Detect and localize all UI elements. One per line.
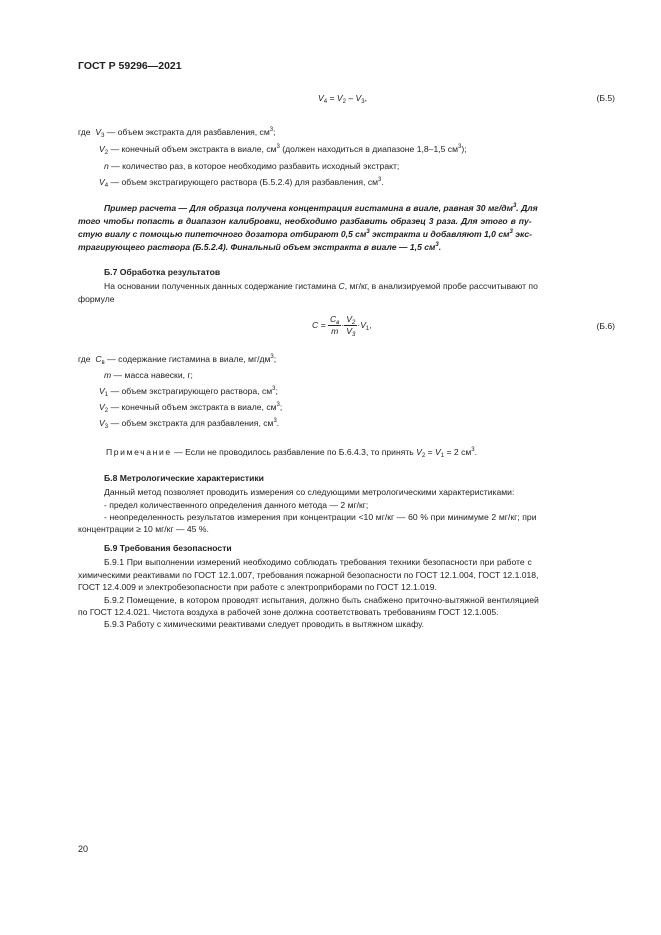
subscript: 2 xyxy=(104,150,109,156)
superscript: 3 xyxy=(270,354,274,360)
example-line xyxy=(78,241,441,254)
definition: — объем экстракта для разбавления, см xyxy=(108,418,274,428)
where-row xyxy=(99,417,279,430)
where-row xyxy=(104,160,399,173)
definition: — объем экстракта для разбавления, см xyxy=(104,127,270,137)
where-row xyxy=(104,369,193,382)
subscript: 2 xyxy=(421,453,426,459)
example-text: Пример расчета — Для образца получена концентрация гистамина в виале, равная 30 мг/дм xyxy=(104,203,513,213)
eq-symbol: V xyxy=(318,93,324,103)
example-text: стую виалу с помощью пипеточного дозатора отбирают 0,5 см xyxy=(78,229,367,239)
where-prefix: где xyxy=(78,127,91,137)
eq-symbol: – V xyxy=(345,93,362,103)
definition: — конечный объем экстракта в виале, см xyxy=(108,402,277,412)
symbol: V xyxy=(99,402,105,412)
definition: — содержание гистамина в виале, мг/дм xyxy=(104,354,271,364)
symbol: n xyxy=(104,161,109,171)
punct: ; xyxy=(273,127,276,137)
symbol: C xyxy=(95,354,102,364)
list-item: - неопределенность результатов измерения при концентрации <10 мг/кг — 60 % при минимуме 2 мг/кг; при xyxy=(104,512,537,522)
paragraph: ГОСТ 12.4.009 и электробезопасности при работе с электроприборами по ГОСТ 12.1.019. xyxy=(78,582,437,592)
list-item: - предел количественного определения данного метода — 2 мг/кг; xyxy=(104,500,369,510)
superscript: 3 xyxy=(512,203,517,209)
eq-subscript: 1 xyxy=(365,325,370,332)
eq-symbol: V xyxy=(360,319,366,330)
symbol: V xyxy=(416,447,422,457)
eq-punct: , xyxy=(364,93,367,103)
where-row xyxy=(99,176,384,189)
page-number: 20 xyxy=(78,844,89,854)
definition: — объем экстрагирующего раствора, см xyxy=(108,386,273,396)
section-heading-b9: Б.9 Требования безопасности xyxy=(104,543,232,553)
equation-number-b5: (Б.5) xyxy=(596,93,615,103)
eq-subscript: в xyxy=(336,320,340,326)
definition: (должен находиться в диапазоне 1,8–1,5 см xyxy=(279,144,458,154)
paragraph: по ГОСТ 12.4.021. Чистота воздуха в рабочей зоне должна соответствовать требованиям ГОСТ 12.1.005. xyxy=(78,607,499,617)
superscript: 3 xyxy=(366,229,370,235)
eq-symbol: C = xyxy=(312,319,328,330)
where-row xyxy=(99,143,467,156)
subscript: 2 xyxy=(104,408,109,414)
paragraph: формуле xyxy=(78,294,115,304)
paragraph: Б.9.2 Помещение, в котором проводят испытания, должно быть снабжено приточно-вытяжной вентиляцией xyxy=(104,595,539,605)
where-row xyxy=(78,126,276,139)
paragraph: химическими реактивами по ГОСТ 12.1.007, требования пожарной безопасности по ГОСТ 12.1.004, ГОСТ 12.1.018, xyxy=(78,570,539,580)
example-text: . Для xyxy=(516,203,538,213)
paragraph: Данный метод позволяет проводить измерения со следующими метрологическими характеристиками: xyxy=(104,487,515,497)
paragraph: Б.9.3 Работу с химическими реактивами следует проводить в вытяжном шкафу. xyxy=(104,619,424,629)
eq-subscript: 3 xyxy=(351,332,356,338)
fraction xyxy=(328,314,341,337)
symbol: V xyxy=(99,386,105,396)
example-line: того чтобы попасть в диапазон калибровки, необходимо разбавить образец 3 раза. Для этого в пу- xyxy=(78,216,532,226)
punct: ); xyxy=(461,144,467,154)
paragraph-text: На основании полученных данных содержание гистамина xyxy=(104,281,339,291)
example-text: . xyxy=(438,242,442,252)
definition: — конечный объем экстракта в виале, см xyxy=(108,144,277,154)
symbol: C xyxy=(338,281,345,291)
eq-subscript: 2 xyxy=(342,99,346,105)
paragraph-text: , мг/кг, в анализируемой пробе рассчитывают по xyxy=(344,281,538,291)
superscript: 3 xyxy=(276,402,280,408)
note-label: Примечание xyxy=(106,447,172,457)
paragraph xyxy=(104,280,538,293)
punct: . xyxy=(276,418,280,428)
where-row xyxy=(99,401,282,414)
equation-b5 xyxy=(318,92,367,105)
note xyxy=(106,446,477,459)
subscript: 3 xyxy=(101,133,105,139)
eq-symbol: = V xyxy=(327,93,343,103)
definition: — объем экстрагирующего раствора (Б.5.2.4) для разбавления, см xyxy=(108,177,379,187)
eq-subscript: 4 xyxy=(323,99,328,105)
punct: . xyxy=(381,177,384,187)
example-line xyxy=(78,228,532,241)
subscript: 4 xyxy=(104,183,109,189)
document-header: ГОСТ Р 59296—2021 xyxy=(78,60,182,72)
example-line xyxy=(104,202,538,215)
equation-b6: C = $\frac{C_в}{m}$ · $\frac{V_2}{V_3}$ $\cdot V_1$, xyxy=(312,314,372,338)
superscript: 3 xyxy=(378,177,382,183)
punct: ; xyxy=(275,386,278,396)
paragraph: концентрации ≥ 10 мг/кг — 45 %. xyxy=(78,524,209,534)
superscript: 3 xyxy=(269,127,274,133)
eq-symbol: V xyxy=(346,314,352,324)
subscript: в xyxy=(101,360,105,366)
eq-symbol: C xyxy=(330,314,337,324)
eq-symbol: m xyxy=(331,326,339,336)
eq-subscript: 3 xyxy=(361,99,365,105)
superscript: 3 xyxy=(471,447,475,453)
example-text: экс- xyxy=(512,229,532,239)
where-row xyxy=(78,353,276,366)
where-prefix: где xyxy=(78,354,91,364)
superscript: 3 xyxy=(458,144,462,150)
subscript: 1 xyxy=(440,453,445,459)
symbol: V xyxy=(99,177,105,187)
example-text: экстракта и добавляют 1,0 см xyxy=(369,229,510,239)
symbol: V xyxy=(95,127,102,137)
note-text: — Если не проводилось разбавление по Б.6.4.3, то принять xyxy=(171,447,417,457)
punct: ; xyxy=(279,402,283,412)
eq-subscript: 2 xyxy=(351,320,356,326)
punct: ; xyxy=(273,354,277,364)
example-text: трагирующего раствора (Б.5.2.4). Финальный объем экстракта в виале — 1,5 см xyxy=(78,242,436,252)
symbol: m xyxy=(104,370,112,380)
symbol: V xyxy=(99,144,105,154)
symbol: V xyxy=(435,447,441,457)
fraction xyxy=(344,314,357,337)
superscript: 3 xyxy=(272,386,276,392)
superscript: 3 xyxy=(509,229,513,235)
eq-symbol: V xyxy=(346,326,352,336)
superscript: 3 xyxy=(276,144,280,150)
definition: — количество раз, в которое необходимо разбавить исходный экстракт; xyxy=(108,161,400,171)
section-heading-b7: Б.7 Обработка результатов xyxy=(104,267,221,277)
equation-number-b6: (Б.6) xyxy=(596,321,615,331)
note-text: = 2 см xyxy=(444,447,472,457)
section-heading-b8: Б.8 Метрологические характеристики xyxy=(104,473,264,483)
where-row xyxy=(99,385,278,398)
subscript: 1 xyxy=(104,392,109,398)
superscript: 3 xyxy=(435,242,439,248)
definition: — масса навески, г; xyxy=(111,370,193,380)
paragraph: Б.9.1 При выполнении измерений необходимо соблюдать требования техники безопасности при работе с xyxy=(104,557,532,567)
superscript: 3 xyxy=(273,418,277,424)
symbol: V xyxy=(99,418,105,428)
note-text: = xyxy=(425,447,436,457)
subscript: 3 xyxy=(104,424,109,430)
punct: . xyxy=(474,447,478,457)
